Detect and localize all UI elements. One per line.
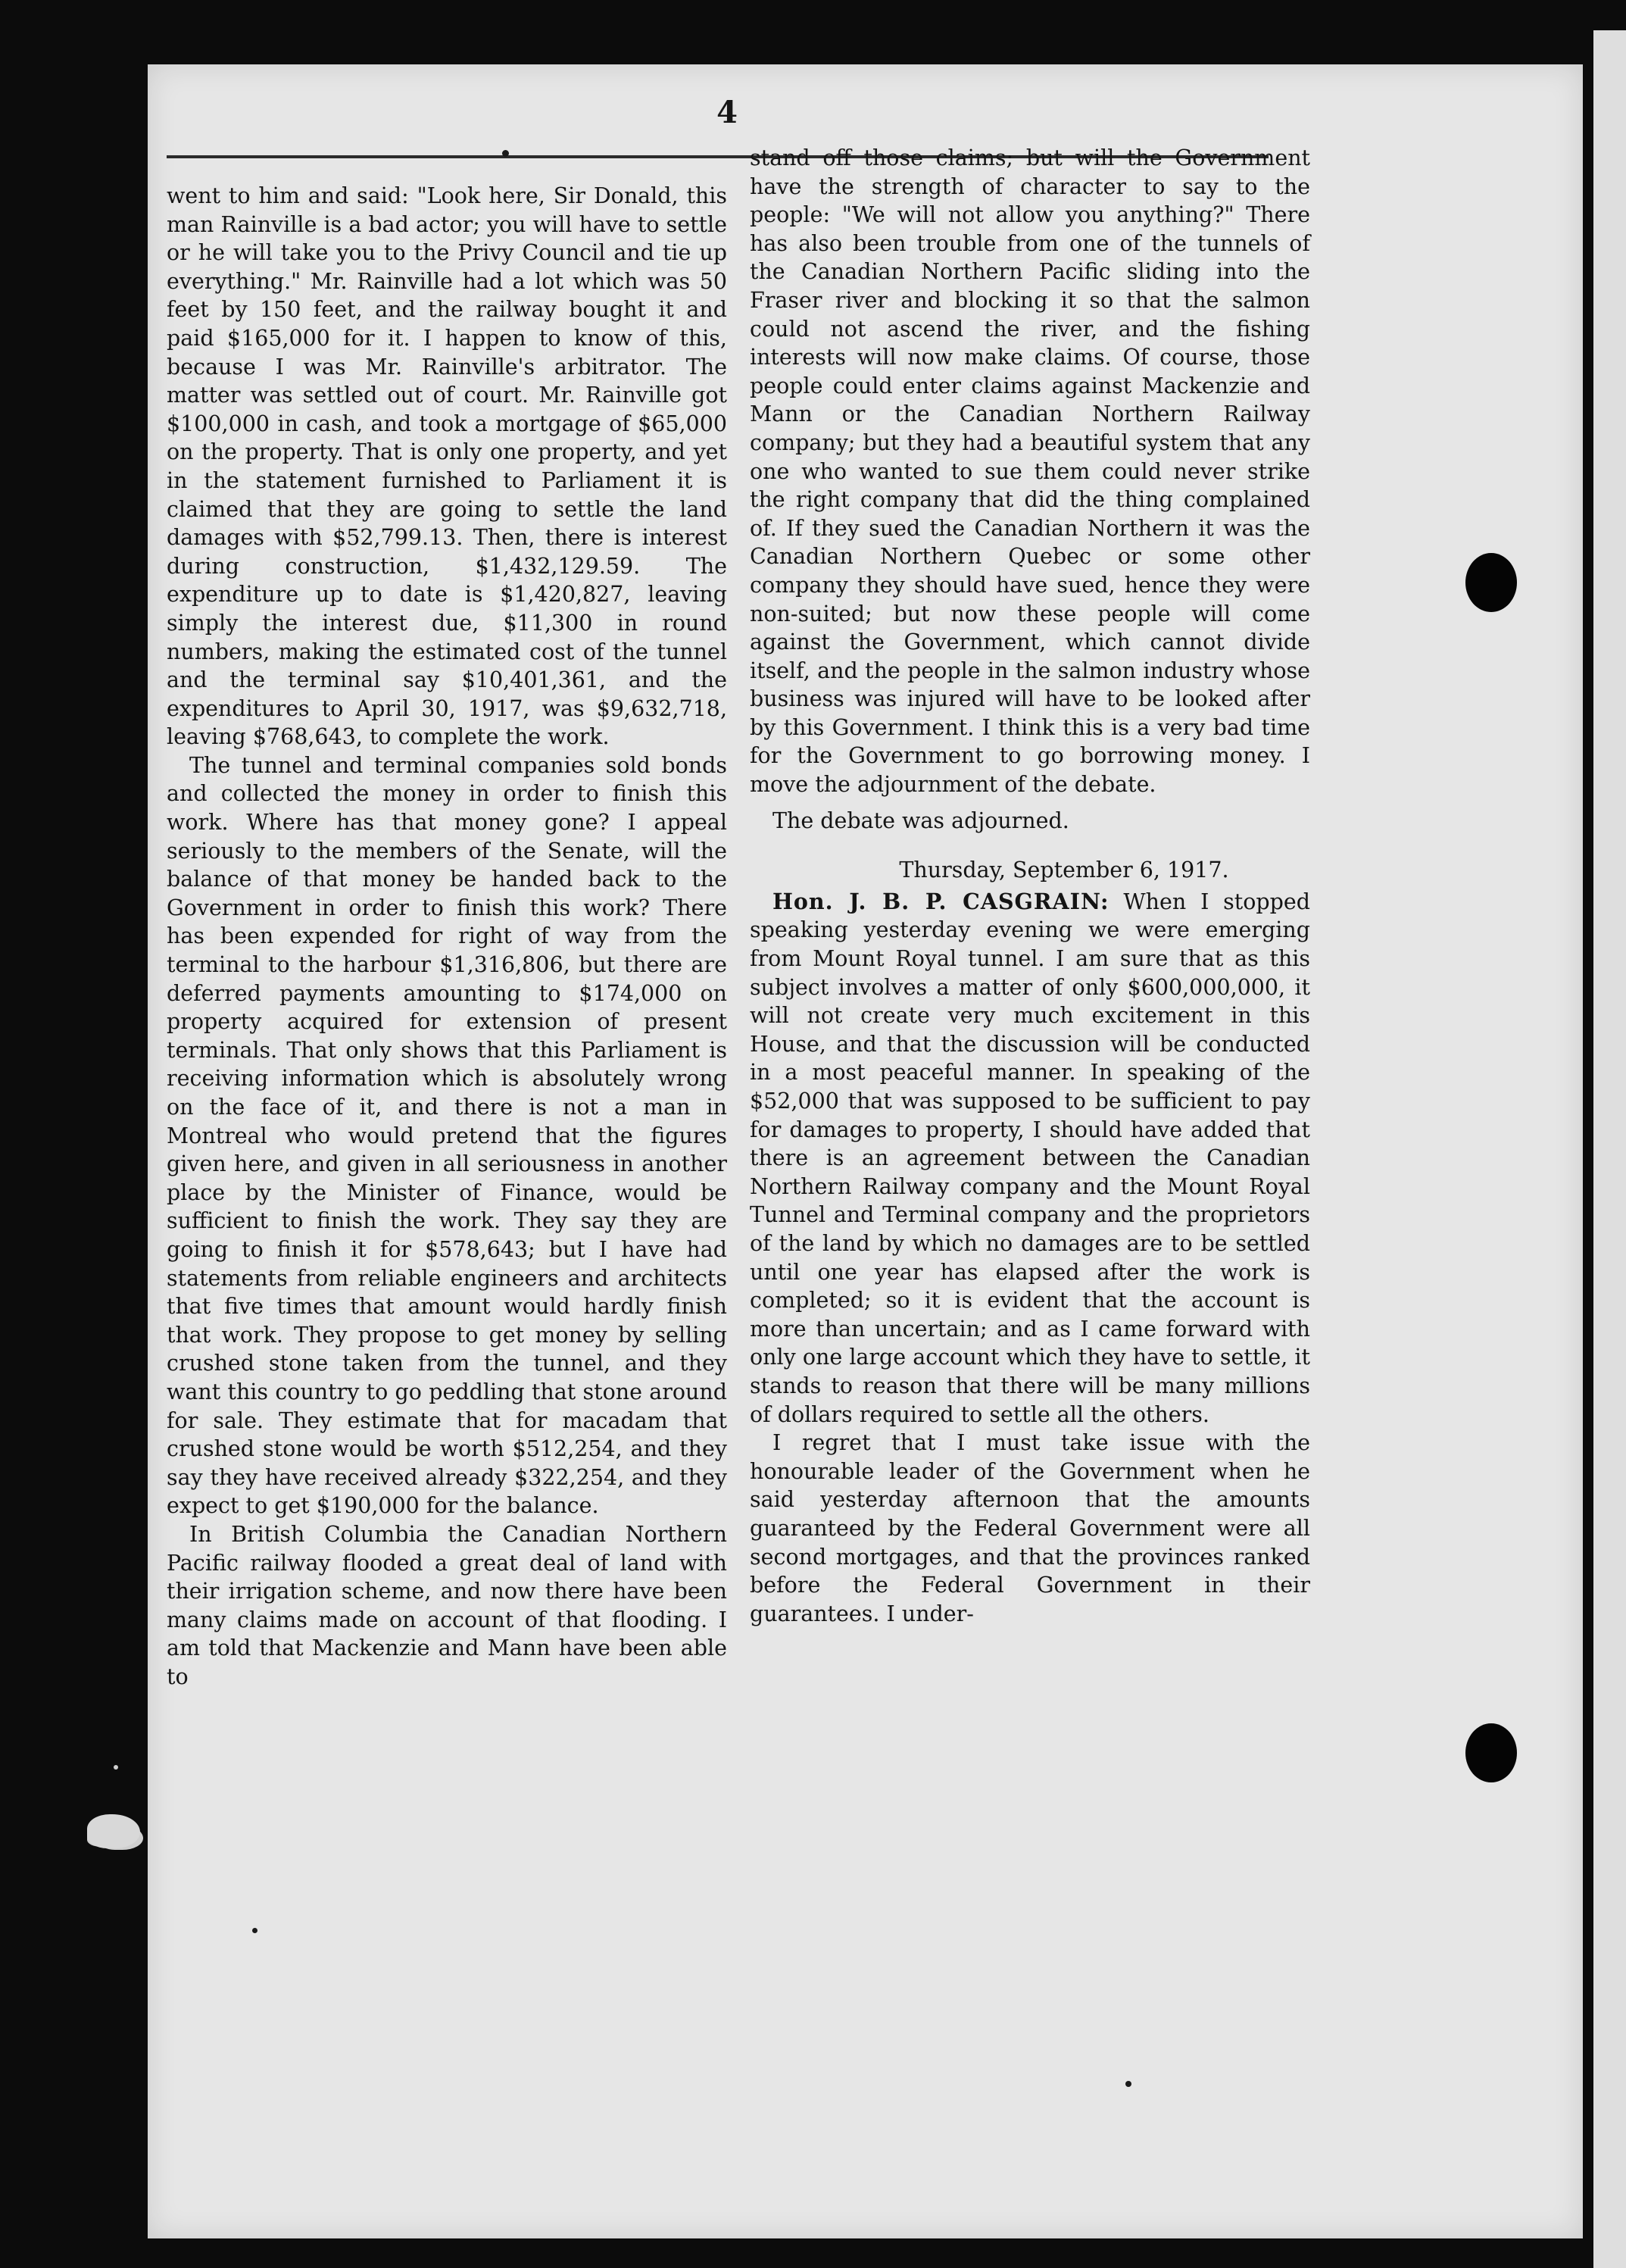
page-number: 4 — [716, 95, 738, 130]
speaker-name: Hon. J. B. P. CASGRAIN: — [772, 888, 1109, 914]
right-column — [750, 144, 1310, 1628]
binding-hole-upper — [1465, 553, 1517, 612]
speck-mark — [1125, 2081, 1131, 2087]
left-column — [167, 182, 727, 1691]
speech-paragraph-2: I regret that I must take issue with the honourable leader of the Government when he said yesterday afternoon that the amounts guaranteed by the Federal Government were all second mortgages, and that the provinces ranked before the Federal Government in their guarantees. I under- — [750, 1430, 1310, 1626]
paragraph-british-columbia: In British Columbia the Canadian Northern Pacific railway flooded a great deal of land with their irrigation scheme, and now there have been many claims made on account of that flooding. I am told that Mackenzie and Mann have been able to — [167, 1521, 727, 1689]
date-heading: Thursday, September 6, 1917. — [899, 858, 1229, 883]
debate-adjourned: The debate was adjourned. — [772, 808, 1069, 833]
paragraph-tunnel-bonds: The tunnel and terminal companies sold bonds and collected the money in order to finish this work. Where has that money gone? I appeal seriously to the members of the Senate, will the balance of that money be handed back to the Government in order to finish this work? There has been expended for right of way from the terminal to the harbour $1,316,806, but there are deferred payments amounting to $174,000 on property acquired for extension of present terminals. That only shows that this Parliament is receiving information which is absolutely wrong on the face of it, and there is not a man in Montreal who would pretend that the figures given here, and given in all seriousness in another place by the Minister of Finance, would be sufficient to finish the work. They say they are going to finish it for $578,643; but I have had statements from reliable engineers and architects that five times that amount would hardly finish that work. They propose to get money by selling crushed stone taken from the tunnel, and they want this country to go peddling that stone around for sale. They estimate that for macadam that crushed stone would be worth $512,254, and they say they have received already $322,254, and they expect to get $190,000 for the balance. — [167, 752, 727, 1519]
speech-paragraph-1 — [750, 888, 1310, 1429]
speck-mark — [502, 150, 509, 157]
adjacent-page-edge — [1593, 30, 1626, 2268]
speck-mark — [114, 1765, 118, 1770]
binding-hole-lower — [1465, 1723, 1517, 1782]
speech-text: When I stopped speaking yesterday evening we were emerging from Mount Royal tunnel. I am sure that as this subject involves a matter of only $600,000,000, it will not create very much excitement in this House, and that the discussion will be conducted in a most peaceful manner. In speaking of the $52,000 that was supposed to be sufficient to pay for damages to property, I should have added that there is an agreement between the Canadian Northern Railway company and the Mount Royal Tunnel and Terminal company and the proprietors of the land by which no damages are to be settled until one year has elapsed after the work is completed; so it is evident that the account is more than uncertain; and as I came forward with only one large account which they have to settle, it stands to reason that there will be many millions of dollars required to settle all the others. — [750, 889, 1310, 1427]
scan-blot — [87, 1814, 140, 1848]
speck-mark — [252, 1928, 257, 1933]
paragraph-continued: went to him and said: "Look here, Sir Donald, this man Rainville is a bad actor; you will have to settle or he will take you to the Privy Council and tie up everything." Mr. Rainville had a lot which was 50 feet by 150 feet, and the railway bought it and paid $165,000 for it. I happen to know of this, because I was Mr. Rainville's arbitrator. The matter was settled out of court. Mr. Rainville got $100,000 in cash, and took a mortgage of $65,000 on the property. That is only one property, and yet in the statement furnished to Parliament it is claimed that they are going to settle the land damages with $52,799.13. Then, there is interest during construction, $1,432,129.59. The expenditure up to date is $1,420,827, leaving simply the interest due, $11,300 in round numbers, making the estimated cost of the tunnel and the terminal say $10,401,361, and the expenditures to April 30, 1917, was $9,632,718, leaving $768,643, to complete the work. — [167, 183, 727, 750]
paragraph-continuation: stand off those claims; but will the Government have the strength of character to say to the people: "We will not allow you anything?" There has also been trouble from one of the tunnels of the Canadian Northern Pacific sliding into the Fraser river and blocking it so that the salmon could not ascend the river, and the fishing interests will now make claims. Of course, those people could enter claims against Mackenzie and Mann or the Canadian Northern Railway company; but they had a beautiful system that any one who wanted to sue them could never strike the right company that did the thing complained of. If they sued the Canadian Northern it was the Canadian Northern Quebec or some other company they should have sued, hence they were non-suited; but now these people will come against the Government, which cannot divide itself, and the people in the salmon industry whose business was injured will have to be looked after by this Government. I think this is a very bad time for the Government to go borrowing money. I move the adjournment of the debate. — [750, 145, 1310, 798]
